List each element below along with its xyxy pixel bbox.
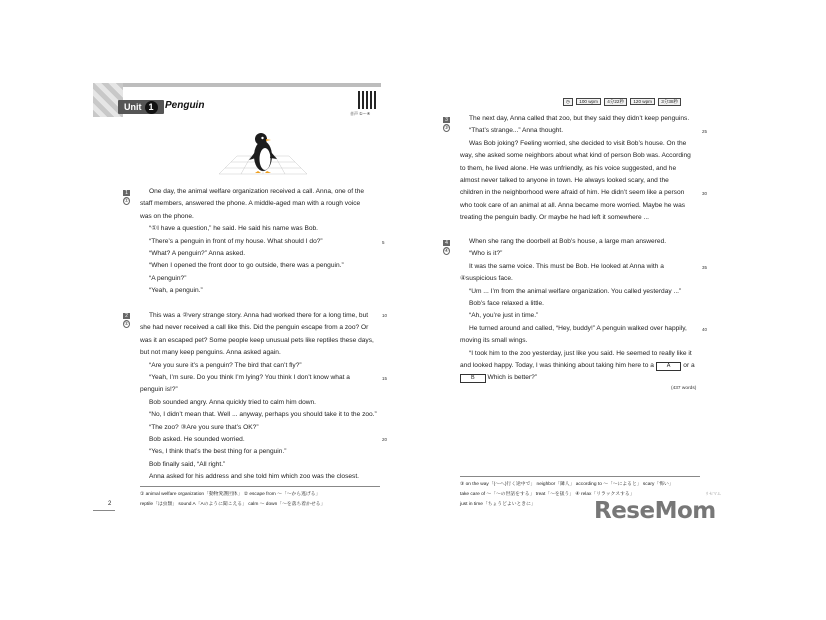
- text-line: One day, the animal welfare organization received a call. Anna, one of the: [149, 188, 365, 195]
- penguin-icon: [249, 133, 277, 173]
- word-count: (437 words): [671, 386, 697, 391]
- line-number: 30: [702, 191, 708, 196]
- text-line: When she rang the doorbell at Bob’s house, a large man answered.: [469, 238, 667, 245]
- resemom-watermark-logo: ReseMom: [594, 498, 716, 524]
- text-line: “The zoo? ③Are you sure that’s OK?”: [149, 423, 259, 431]
- text-line: [460, 372, 705, 384]
- text-line: way, she asked some neighbors about what kind of person Bob was. According: [460, 152, 691, 160]
- text-line: “That’s strange...” Anna thought.: [469, 127, 564, 135]
- reading-speed-strip: [561, 98, 681, 106]
- unit-number: 1: [145, 101, 158, 114]
- glossary-line: take care of ～「～の世話をする」 treat「～を扱う」 ④ relax「リラックスする」: [460, 492, 635, 497]
- clock-icon: ◷: [563, 98, 573, 106]
- paragraph-2: [140, 310, 388, 483]
- paragraph-marker-3: 3 ③: [444, 117, 449, 131]
- glossary-divider: [460, 476, 700, 477]
- line-number: 40: [702, 327, 708, 332]
- text-line-part: and looked happy. Today, I was thinking about taking him here to a: [460, 361, 654, 369]
- line-number: 35: [702, 265, 708, 270]
- paragraph-4: [460, 236, 708, 385]
- qr-code-icon[interactable]: [358, 91, 376, 109]
- or-word: or a: [683, 361, 695, 369]
- text-line: Bob sounded angry. Anna quickly tried to calm him down.: [149, 398, 317, 406]
- line-number: 10: [382, 313, 388, 318]
- text-line: Anna asked for his address and she told him which zoo was the closest.: [149, 473, 360, 481]
- text-line: “Who is it?”: [469, 250, 503, 258]
- text-line: “What? A penguin?” Anna asked.: [149, 249, 246, 257]
- paragraph-3: [460, 113, 708, 225]
- glossary-line: ③ on the way「(～へ)行く途中で」 neighbor「隣人」 according to ～「～によると」 scary「怖い」: [460, 482, 674, 487]
- glossary-line: reptile「は虫類」 sound A「Aのように聞こえる」 calm ～ down「～を落ち着かせる」: [140, 502, 326, 507]
- text-line-part: Which is better?”: [487, 374, 537, 382]
- text-line: was on the phone.: [140, 212, 194, 220]
- text-line: “Um ... I’m from the animal welfare organization. You called yesterday ...”: [469, 287, 682, 295]
- text-line: children in the neighborhood were afraid of him. He didn’t seem like a person: [460, 189, 685, 197]
- paragraph-marker-4: 4 ④: [444, 240, 449, 254]
- text-line: who took care of an animal at all. Anna became more worried. Maybe he was: [460, 201, 686, 209]
- text-line: “Yeah, a penguin.”: [149, 287, 203, 295]
- text-line: Bob asked. He sounded worried.: [149, 435, 245, 443]
- text-line: “There’s a penguin in front of my house. What should I do?”: [149, 237, 323, 245]
- text-line: she had never received a call like this. Did the penguin escape from a zoo? Or: [140, 324, 369, 332]
- text-line: “Ah, you’re just in time.”: [469, 312, 539, 320]
- penguin-illustration: [215, 128, 311, 178]
- text-line: but not many keep penguins. Anna asked again.: [140, 349, 281, 357]
- line-number: 5: [382, 240, 385, 245]
- text-line: penguin is!?”: [140, 386, 178, 394]
- text-line: “Are you sure it’s a penguin? The bird that can’t fly?”: [149, 361, 302, 369]
- text-line: Was Bob joking? Feeling worried, she decided to visit Bob’s house. On the: [469, 139, 687, 147]
- text-line: [460, 360, 705, 372]
- text-line: “No, I didn’t mean that. Well ... anyway, perhaps you should take it to the zoo.”: [149, 411, 377, 419]
- text-line: treating the penguin badly. Or maybe he had left it somewhere ...: [460, 214, 650, 222]
- text-line: “Yes, I think that’s the best thing for a penguin.”: [149, 448, 287, 456]
- paragraph-marker-2: 2 ②: [124, 313, 129, 327]
- page-number-rule: [93, 510, 115, 511]
- text-line: “When I opened the front door to go outside, there was a penguin.”: [149, 262, 344, 270]
- text-line: moving its small wings.: [460, 337, 528, 345]
- text-line: This was a ②very strange story. Anna had worked there for a long time, but: [149, 312, 369, 319]
- blank-a: A: [656, 362, 682, 371]
- text-line: He turned around and called, “Hey, buddy!” A penguin walked over happily,: [469, 324, 687, 332]
- glossary-line: just in time「ちょうどよいときに」: [460, 502, 536, 507]
- line-number: 15: [382, 376, 388, 381]
- text-line: Bob’s face relaxed a little.: [469, 299, 545, 307]
- glossary-left: [140, 490, 325, 510]
- unit-header-bar: [123, 83, 381, 87]
- text-line: “I took him to the zoo yesterday, just like you said. He seemed to really like it: [469, 349, 692, 357]
- unit-title: Penguin: [165, 100, 205, 111]
- text-line: ④suspicious face.: [460, 275, 513, 283]
- slow-time: 4分22秒: [604, 98, 627, 106]
- qr-audio-label: 音声 ①〜④: [350, 111, 371, 116]
- glossary-line: ① animal welfare organization「動物愛護団体」 ② escape from ～「～から逃げる」: [140, 492, 321, 497]
- fast-wpm: 120 wpm: [630, 98, 655, 105]
- line-number: 20: [382, 437, 388, 442]
- watermark-reading: リセマム: [705, 491, 721, 496]
- glossary-divider: [140, 486, 380, 487]
- text-line: almost never talked to anyone in town. He always looked scary, and the: [460, 176, 669, 184]
- text-line: “①I have a question,” he said. He said his name was Bob.: [149, 225, 319, 233]
- blank-b: B: [460, 374, 486, 383]
- paragraph-1: [140, 186, 385, 298]
- text-line: The next day, Anna called that zoo, but they said they didn’t keep penguins.: [469, 115, 690, 122]
- text-line: to them, he lived alone. He was unfriendly, as his voice suggested, and he: [460, 164, 677, 172]
- unit-header: [93, 83, 381, 117]
- text-line: “Yeah, I’m sure. Do you think I’m lying? You think I don’t know what a: [149, 373, 350, 381]
- slow-wpm: 100 wpm: [576, 98, 601, 105]
- text-line: staff members, answered the phone. A middle-aged man with a rough voice: [140, 200, 361, 208]
- text-line: “A penguin?”: [149, 274, 187, 282]
- fast-time: 3分38秒: [658, 98, 681, 106]
- line-number: 25: [702, 129, 708, 134]
- text-line: It was the same voice. This must be Bob. He looked at Anna with a: [469, 262, 664, 270]
- text-line: was it an escaped pet? Some people keep unusual pets like reptiles these days,: [140, 336, 374, 344]
- unit-badge: [118, 100, 164, 114]
- unit-label: Unit: [124, 102, 142, 112]
- page-number: 2: [108, 501, 112, 507]
- text-line: Bob finally said, “All right.”: [149, 460, 226, 468]
- paragraph-marker-1: 1 ①: [124, 190, 129, 204]
